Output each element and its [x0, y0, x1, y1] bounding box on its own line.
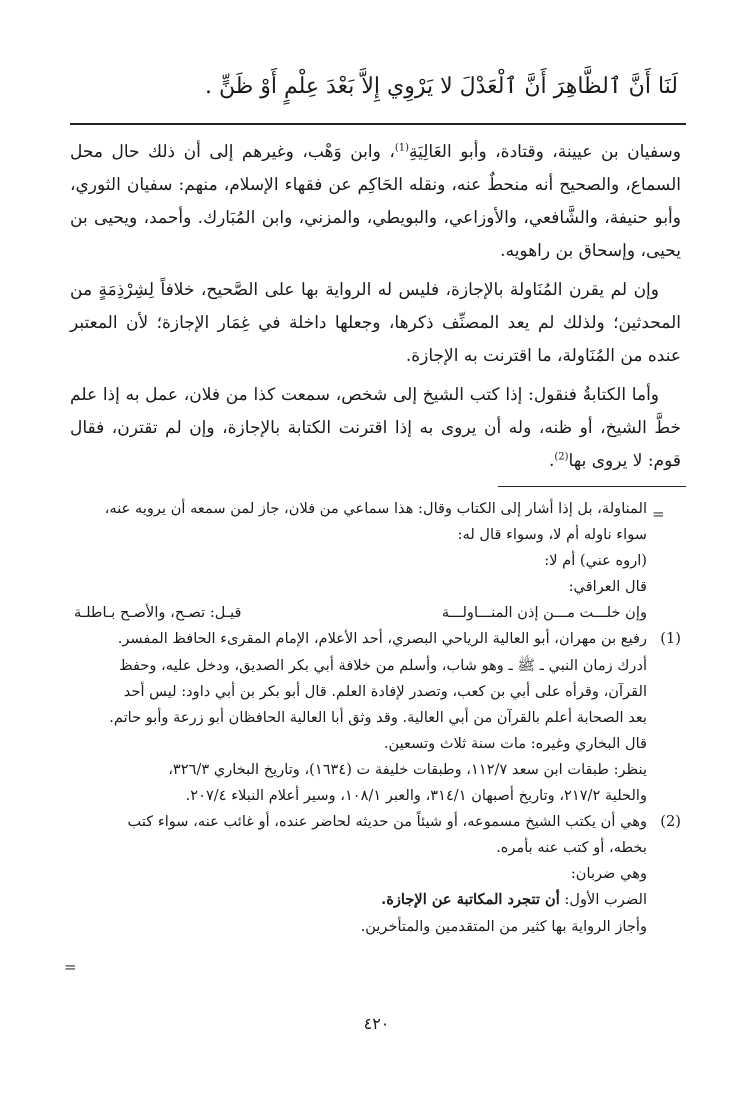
footnote-ref-1[interactable]: (1): [394, 142, 409, 154]
footnote-2-text: [70, 809, 647, 939]
quoted-verse: لَنَا أَنَّ ٱلظَّاهِرَ أَنَّ ٱلْعَدْلَ لا يَرْوِي إِلاَّ بَعْدَ عِلْمٍ أَوْ ظَنٍّ .: [205, 74, 678, 99]
footnote-line: المناولة، بل إذا أشار إلى الكتاب وقال: هذا سماعي من فلان، جاز لمن سمعه أن يرويه عنه،: [104, 500, 647, 517]
footnote-line: سواء ناوله أم لا، وسواء قال له:: [457, 526, 647, 544]
footnote-divider: [498, 486, 686, 487]
footnote-line: وهي ضربان:: [570, 865, 647, 883]
poem-hemistich-left: قيـل: تصـح، والأصـح بـاطلـة: [74, 604, 242, 622]
footnote-line: ينظر: طبقات ابن سعد ١١٢/٧، وطبقات خليفة ت (١٦٣٤)، وتاريخ البخاري ٣٢٦/٣،: [168, 760, 647, 778]
footnote-line: قال العراقي:: [568, 578, 647, 596]
poem-verse: [70, 600, 647, 626]
footnote-line: بخطه، أو كتب عنه بأمره.: [496, 839, 647, 857]
footnote-line: [70, 887, 647, 913]
footnote-2-number: (2): [660, 813, 681, 831]
footnote-ref-2[interactable]: (2): [554, 451, 569, 463]
footnote-1-number: (1): [660, 630, 681, 648]
footnote-line: أدرك زمان النبي ـ ﷺ ـ وهو شاب، وأسلم من خلافة أبي بكر الصديق، ودخل عليه، وحفظ: [119, 656, 647, 674]
page-number: ٤٢٠: [363, 1014, 390, 1033]
footnote-continued: [70, 496, 681, 626]
footnote-line: (اروه عني) أم لا:: [544, 552, 647, 570]
paragraph-3-end: .: [548, 451, 555, 471]
continuation-mark-top: =: [652, 505, 665, 523]
footnote-bold-label: الضرب الأول:: [559, 891, 647, 909]
footnote-line: وأجاز الرواية بها كثير من المتقدمين والمتأخرين.: [360, 917, 647, 935]
paragraph-1: [70, 136, 681, 268]
footnote-2: [70, 809, 681, 939]
paragraph-1-rest: ، وابن وَهْب، وغيرهم إلى أن ذلك حال محل السماع، والصحيح أنه منحطٌ عنه، ونقله الحَاكِم عن فقهاء الإسلام، منهم: سفيان الثوري، وأبو حنيفة، والشَّافعي، والأوزاعي، والبويطي، والمزني، وابن المُبَارك. وأحمد، ويحيى بن يحيى، وإسحاق بن راهويه.: [70, 142, 681, 261]
footnotes: [70, 496, 681, 940]
footnote-line: القرآن، وقرأه على أبي بن كعب، وتصدر لإفادة العلم. قال أبو بكر بن أبي داود: ليس أحد: [123, 682, 647, 700]
main-text: [70, 136, 681, 484]
paragraph-3: [70, 379, 681, 478]
paragraph-1-start: وسفيان بن عيينة، وقتادة، وأبو العَالِيَةِ: [409, 142, 681, 162]
footnote-1: [70, 626, 681, 809]
top-divider: [70, 123, 686, 125]
footnote-line: وهي أن يكتب الشيخ مسموعه، أو شيئاً من حديثه لحاضر عنده، أو غائب عنه، سواء كتب: [127, 813, 647, 831]
footnote-line: رفيع بن مهران، أبو العالية الرياحي البصري، أحد الأعلام، الإمام المقرىء الحافظ المفسر.: [117, 630, 647, 648]
poem-hemistich-right: وإن خلـــت مـــن إذن المنـــاولـــة: [441, 604, 647, 622]
footnote-line: والحلية ٢١٧/٢، وتاريخ أصبهان ٣١٤/١، والعبر ١٠٨/١، وسير أعلام النبلاء ٢٠٧/٤.: [185, 787, 647, 805]
footnote-1-text: [70, 626, 647, 809]
paragraph-3-text: وأما الكتابةُ فنقول: إذا كتب الشيخ إلى شخص، سمعت كذا من فلان، عمل به إذا علم خطَّ الشيخ، أو ظنه، وله أن يروى به إذا اقترنت الكتابة بالإجازة، وإن لم تقترن، فقال قوم: لا يروى بها: [70, 385, 681, 471]
footnote-line: قال البخاري وغيره: مات سنة ثلاث وتسعين.: [383, 734, 647, 752]
footnote-line: بعد الصحابة أعلم بالقرآن من أبي العالية. وقد وثق أبا العالية الحافظان أبو زرعة وأبو حاتم.: [109, 708, 647, 726]
paragraph-2: وإن لم يقرن المُنَاولة بالإجازة، فليس له الرواية بها على الصَّحيح، خلافاً لِشِرْذِمَةٍ من المحدثين؛ ولذلك لم يعد المصنِّف ذكرها، وجعلها داخلة في غِمَار الإجازة؛ لأن المعتبر عنده من المُنَاولة، ما اقترنت به الإجازة.: [70, 280, 681, 366]
continuation-mark-bottom: =: [64, 958, 77, 976]
footnote-bold-text: أن تتجرد المكاتبة عن الإجازة.: [381, 891, 560, 909]
